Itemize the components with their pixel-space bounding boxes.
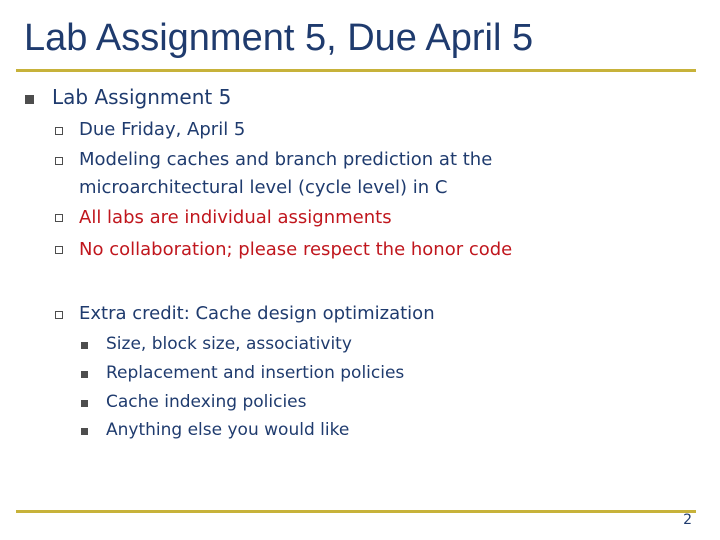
footer-divider (16, 510, 696, 513)
bullet-level1: Lab Assignment 5 (52, 85, 232, 109)
bullet-square-icon (25, 95, 34, 104)
title-divider (16, 69, 696, 72)
bullet-honor-code: No collaboration; please respect the honor code (79, 239, 513, 260)
bullet-modeling-line1: Modeling caches and branch prediction at the (79, 149, 493, 170)
hollow-square-bullet-icon (55, 127, 63, 135)
hollow-square-bullet-icon (55, 157, 63, 165)
bullet-anything-else: Anything else you would like (106, 420, 350, 440)
bullet-replacement: Replacement and insertion policies (106, 363, 405, 383)
bullet-modeling-line2: microarchitectural level (cycle level) in C (79, 177, 448, 198)
bullet-square-icon (81, 342, 88, 349)
bullet-square-icon (81, 428, 88, 435)
bullet-indexing: Cache indexing policies (106, 392, 307, 412)
bullet-individual: All labs are individual assignments (79, 207, 392, 228)
bullet-square-icon (81, 400, 88, 407)
slide-title: Lab Assignment 5, Due April 5 (24, 17, 534, 59)
page-number: 2 (683, 512, 692, 528)
hollow-square-bullet-icon (55, 214, 63, 222)
hollow-square-bullet-icon (55, 311, 63, 319)
bullet-size: Size, block size, associativity (106, 334, 352, 354)
hollow-square-bullet-icon (55, 246, 63, 254)
bullet-extra-credit: Extra credit: Cache design optimization (79, 303, 435, 324)
bullet-due-date: Due Friday, April 5 (79, 119, 246, 140)
bullet-square-icon (81, 371, 88, 378)
